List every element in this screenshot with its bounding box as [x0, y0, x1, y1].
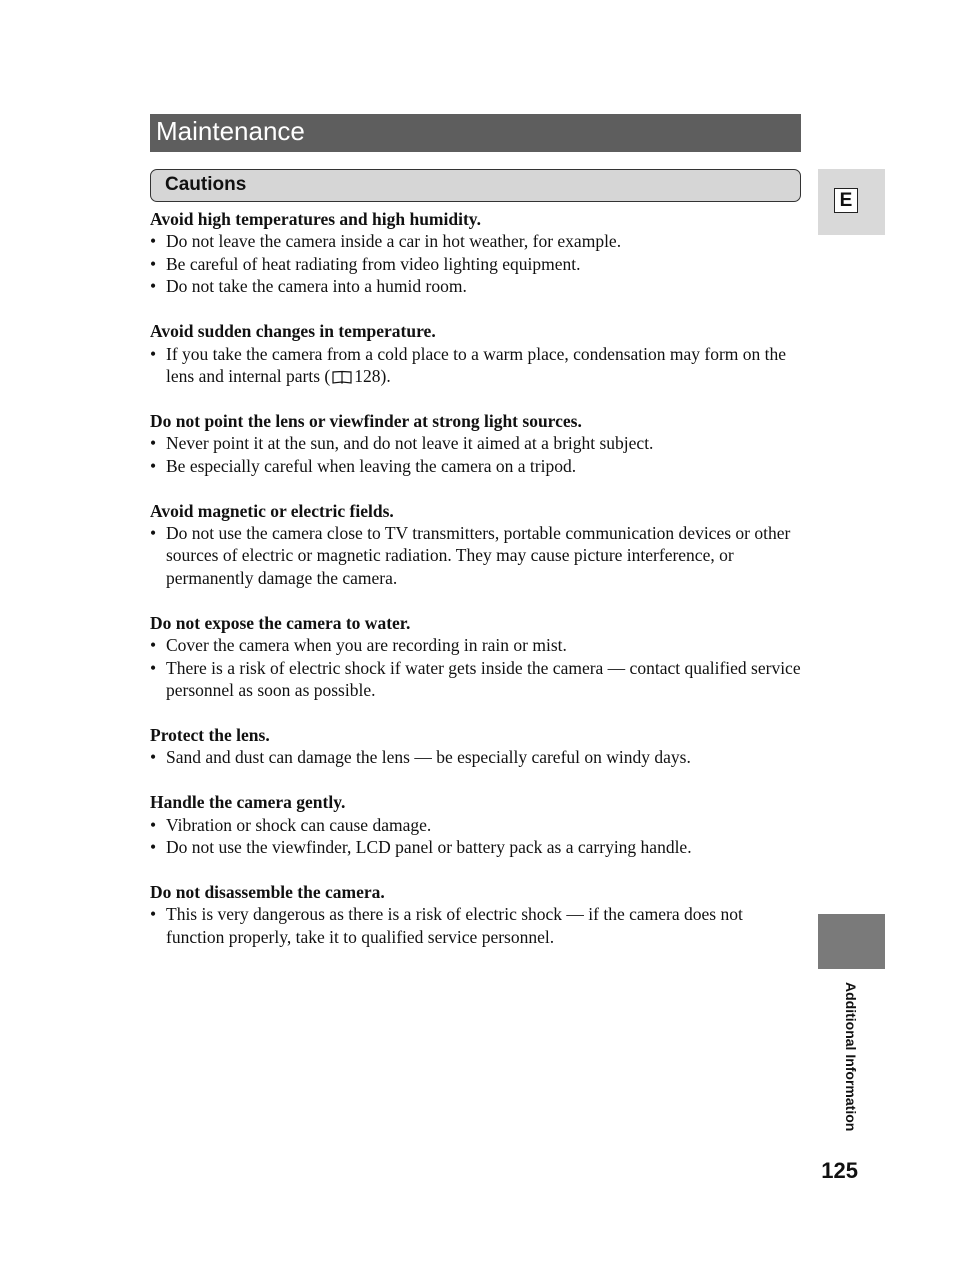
list-item: • Do not use the camera close to TV transmitters, portable communication devices or other sources of electric or magnetic radiation. They may cause picture interference, or permanently damage the camera. — [150, 522, 791, 588]
bullet-icon: • — [150, 455, 157, 476]
bullet-icon: • — [150, 253, 157, 274]
list-item: • There is a risk of electric shock if water gets inside the camera — contact qualified service personnel as soon as possible. — [150, 657, 801, 700]
caution-section — [150, 320, 805, 387]
list-item: • Cover the camera when you are recording in rain or mist. — [150, 635, 567, 656]
page-title: Maintenance — [150, 114, 801, 152]
bullet-icon: • — [150, 231, 157, 252]
list-item: • Be especially careful when leaving the camera on a tripod. — [150, 455, 577, 476]
bullet-icon: • — [150, 657, 157, 678]
bullet-icon: • — [150, 522, 157, 543]
bullet-icon: • — [150, 814, 157, 835]
language-tab-letter: E — [834, 188, 858, 213]
bullet-icon: • — [150, 836, 157, 857]
page-reference: 128 — [354, 365, 381, 386]
bullet-icon: • — [150, 433, 157, 454]
list-item: • Do not leave the camera inside a car in hot weather, for example. — [150, 231, 622, 252]
chapter-tab-label: Additional Information — [843, 982, 859, 1132]
bullet-icon: • — [150, 276, 157, 297]
list-item: • If you take the camera from a cold place to a warm place, condensation may form on the lens and internal parts ( 128). — [150, 343, 787, 386]
bullet-icon: • — [150, 343, 157, 364]
bullet-icon: • — [150, 747, 157, 768]
section-subtitle: Cautions — [150, 169, 801, 202]
list-item: • This is very dangerous as there is a risk of electric shock — if the camera does not function properly, take it to qualified service personnel. — [150, 904, 743, 947]
language-tab — [818, 169, 885, 235]
caution-section — [150, 208, 805, 298]
caution-heading: Do not point the lens or viewfinder at strong light sources. — [150, 410, 582, 431]
caution-heading: Avoid high temperatures and high humidity. — [150, 209, 481, 229]
book-icon — [332, 370, 352, 384]
caution-heading: Do not disassemble the camera. — [150, 881, 385, 902]
caution-heading: Avoid sudden changes in temperature. — [150, 321, 436, 342]
caution-heading: Protect the lens. — [150, 724, 270, 745]
list-item: • Never point it at the sun, and do not leave it aimed at a bright subject. — [150, 433, 654, 454]
page-number: 125 — [821, 1158, 858, 1183]
caution-section — [150, 410, 805, 477]
list-item: • Be careful of heat radiating from video lighting equipment. — [150, 253, 581, 274]
caution-heading: Do not expose the camera to water. — [150, 612, 411, 633]
caution-section — [150, 612, 805, 702]
list-item: • Do not take the camera into a humid room. — [150, 276, 467, 297]
caution-section — [150, 724, 805, 769]
caution-section — [150, 500, 805, 590]
caution-section — [150, 791, 805, 858]
bullet-icon: • — [150, 635, 157, 656]
chapter-tab-marker — [818, 914, 885, 969]
caution-section — [150, 881, 805, 948]
list-item: • Vibration or shock can cause damage. — [150, 814, 432, 835]
list-item: • Do not use the viewfinder, LCD panel or battery pack as a carrying handle. — [150, 836, 692, 857]
bullet-icon: • — [150, 904, 157, 925]
caution-heading: Handle the camera gently. — [150, 792, 346, 813]
cautions-content — [150, 208, 805, 971]
list-item: • Sand and dust can damage the lens — be especially careful on windy days. — [150, 747, 691, 768]
caution-heading: Avoid magnetic or electric fields. — [150, 500, 394, 521]
